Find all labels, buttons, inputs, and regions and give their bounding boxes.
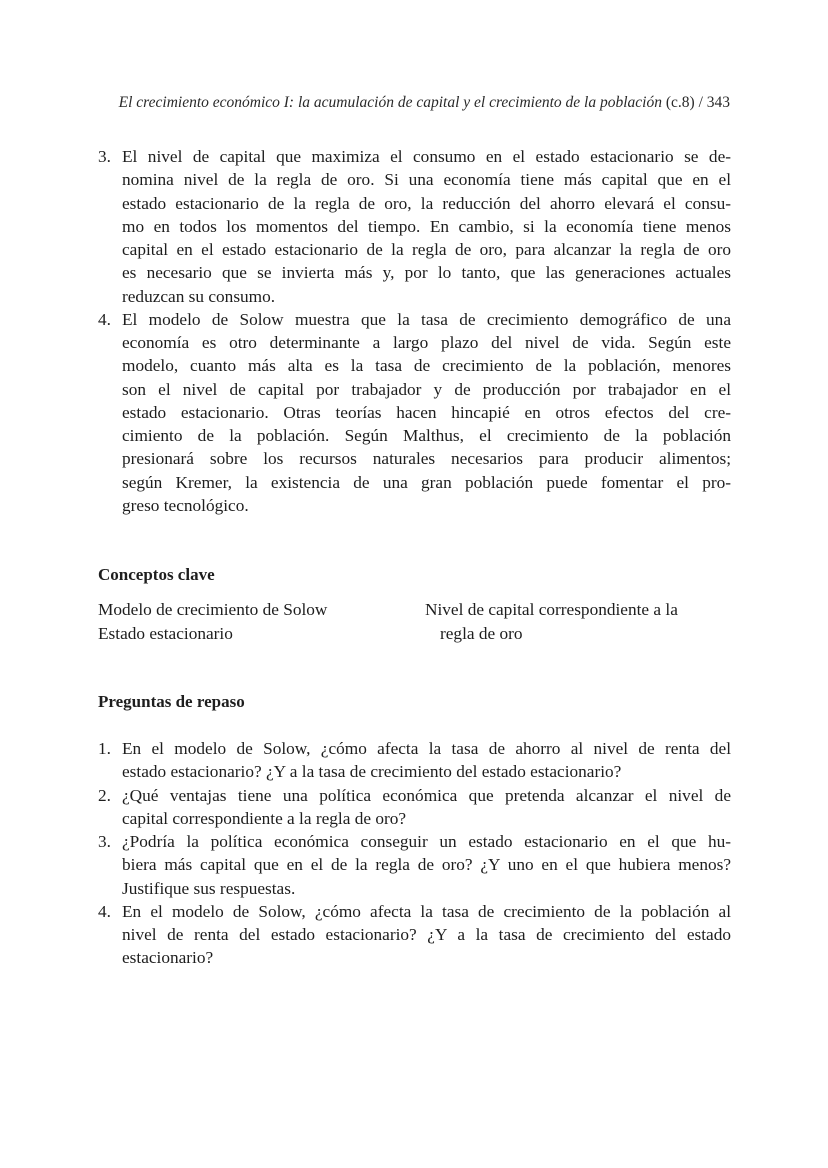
- text-line: son el nivel de capital por trabajador y de producción por trabajador en el: [122, 379, 731, 399]
- item-number: 3.: [98, 832, 111, 851]
- key-concepts-left: [98, 598, 327, 646]
- text-line: estacionario?: [122, 948, 214, 968]
- text-line: es necesario que se invierta más y, por lo tanto, que las generaciones actuales: [122, 263, 731, 283]
- list-item: [98, 737, 731, 784]
- key-concepts-right: [425, 598, 678, 646]
- text-line: ¿Podría la política económica conseguir un estado estacionario en el que hu-: [122, 832, 731, 851]
- text-line: ¿Qué ventajas tiene una política económica que pretenda alcanzar el nivel de: [122, 785, 731, 805]
- item-number: 1.: [98, 739, 111, 758]
- text-line: estado estacionario. Otras teorías hacen hincapié en otros efectos del cre-: [122, 402, 731, 422]
- text-line: biera más capital que en el de la regla de oro? ¿Y uno en el que hubiera menos?: [122, 855, 731, 875]
- running-header: [118, 94, 730, 112]
- chapter-label: (c.8): [665, 94, 695, 111]
- text-line: modelo, cuanto más alta es la tasa de crecimiento de la población, menores: [122, 356, 731, 376]
- text-line: En el modelo de Solow, ¿cómo afecta la tasa de crecimiento de la población al: [122, 901, 731, 921]
- list-item: [98, 900, 731, 970]
- item-number: 4.: [98, 901, 111, 921]
- item-number: 2.: [98, 785, 111, 805]
- review-heading: Preguntas de repaso: [98, 692, 245, 711]
- text-line: En el modelo de Solow, ¿cómo afecta la tasa de ahorro al nivel de renta del: [122, 739, 731, 758]
- text-line: El modelo de Solow muestra que la tasa de crecimiento demográfico de una: [122, 309, 731, 329]
- text-line: Justifique sus respuestas.: [122, 878, 296, 898]
- text-line: estado estacionario de la regla de oro, la reducción del ahorro elevará el consu-: [122, 193, 731, 213]
- running-title: El crecimiento económico I: la acumulación de capital y el crecimiento de la población: [118, 94, 662, 111]
- list-item: [98, 308, 731, 517]
- text-line: greso tecnológico.: [122, 495, 249, 515]
- concept-item: Modelo de crecimiento de Solow: [98, 600, 328, 619]
- text-line: capital correspondiente a la regla de oro?: [122, 808, 407, 828]
- key-concepts-heading: Conceptos clave: [98, 565, 215, 584]
- text-line: cimiento de la población. Según Malthus, el crecimiento de la población: [122, 426, 731, 445]
- review-list: [98, 737, 731, 970]
- text-line: El nivel de capital que maximiza el consumo en el estado estacionario se de-: [122, 147, 731, 166]
- text-line: mo en todos los momentos del tiempo. En cambio, si la economía tiene menos: [122, 216, 731, 236]
- text-line: capital en el estado estacionario de la regla de oro, para alcanzar la regla de oro: [122, 240, 731, 259]
- text-line: nomina nivel de la regla de oro. Si una economía tiene más capital que en el: [122, 170, 731, 190]
- text-line: según Kremer, la existencia de una gran población puede fomentar el pro-: [122, 472, 731, 492]
- text-line: nivel de renta del estado estacionario? ¿Y a la tasa de crecimiento del estado: [122, 925, 731, 944]
- concept-item: Nivel de capital correspondiente a la: [425, 600, 678, 619]
- item-number: 3.: [98, 147, 111, 166]
- list-item: [98, 830, 731, 900]
- header-separator: /: [698, 94, 703, 111]
- page-number: 343: [706, 94, 730, 111]
- text-line: reduzcan su consumo.: [122, 286, 276, 306]
- text-line: presionará sobre los recursos naturales necesarios para producir alimentos;: [122, 449, 731, 469]
- list-item: [98, 145, 731, 308]
- concept-item: Estado estacionario: [98, 624, 233, 643]
- list-item: [98, 784, 731, 831]
- item-number: 4.: [98, 309, 111, 329]
- summary-list: [98, 145, 731, 517]
- concept-item-continuation: regla de oro: [440, 624, 523, 643]
- text-line: economía es otro determinante a largo plazo del nivel de vida. Según este: [122, 333, 731, 352]
- text-line: estado estacionario? ¿Y a la tasa de crecimiento del estado estacionario?: [122, 762, 622, 782]
